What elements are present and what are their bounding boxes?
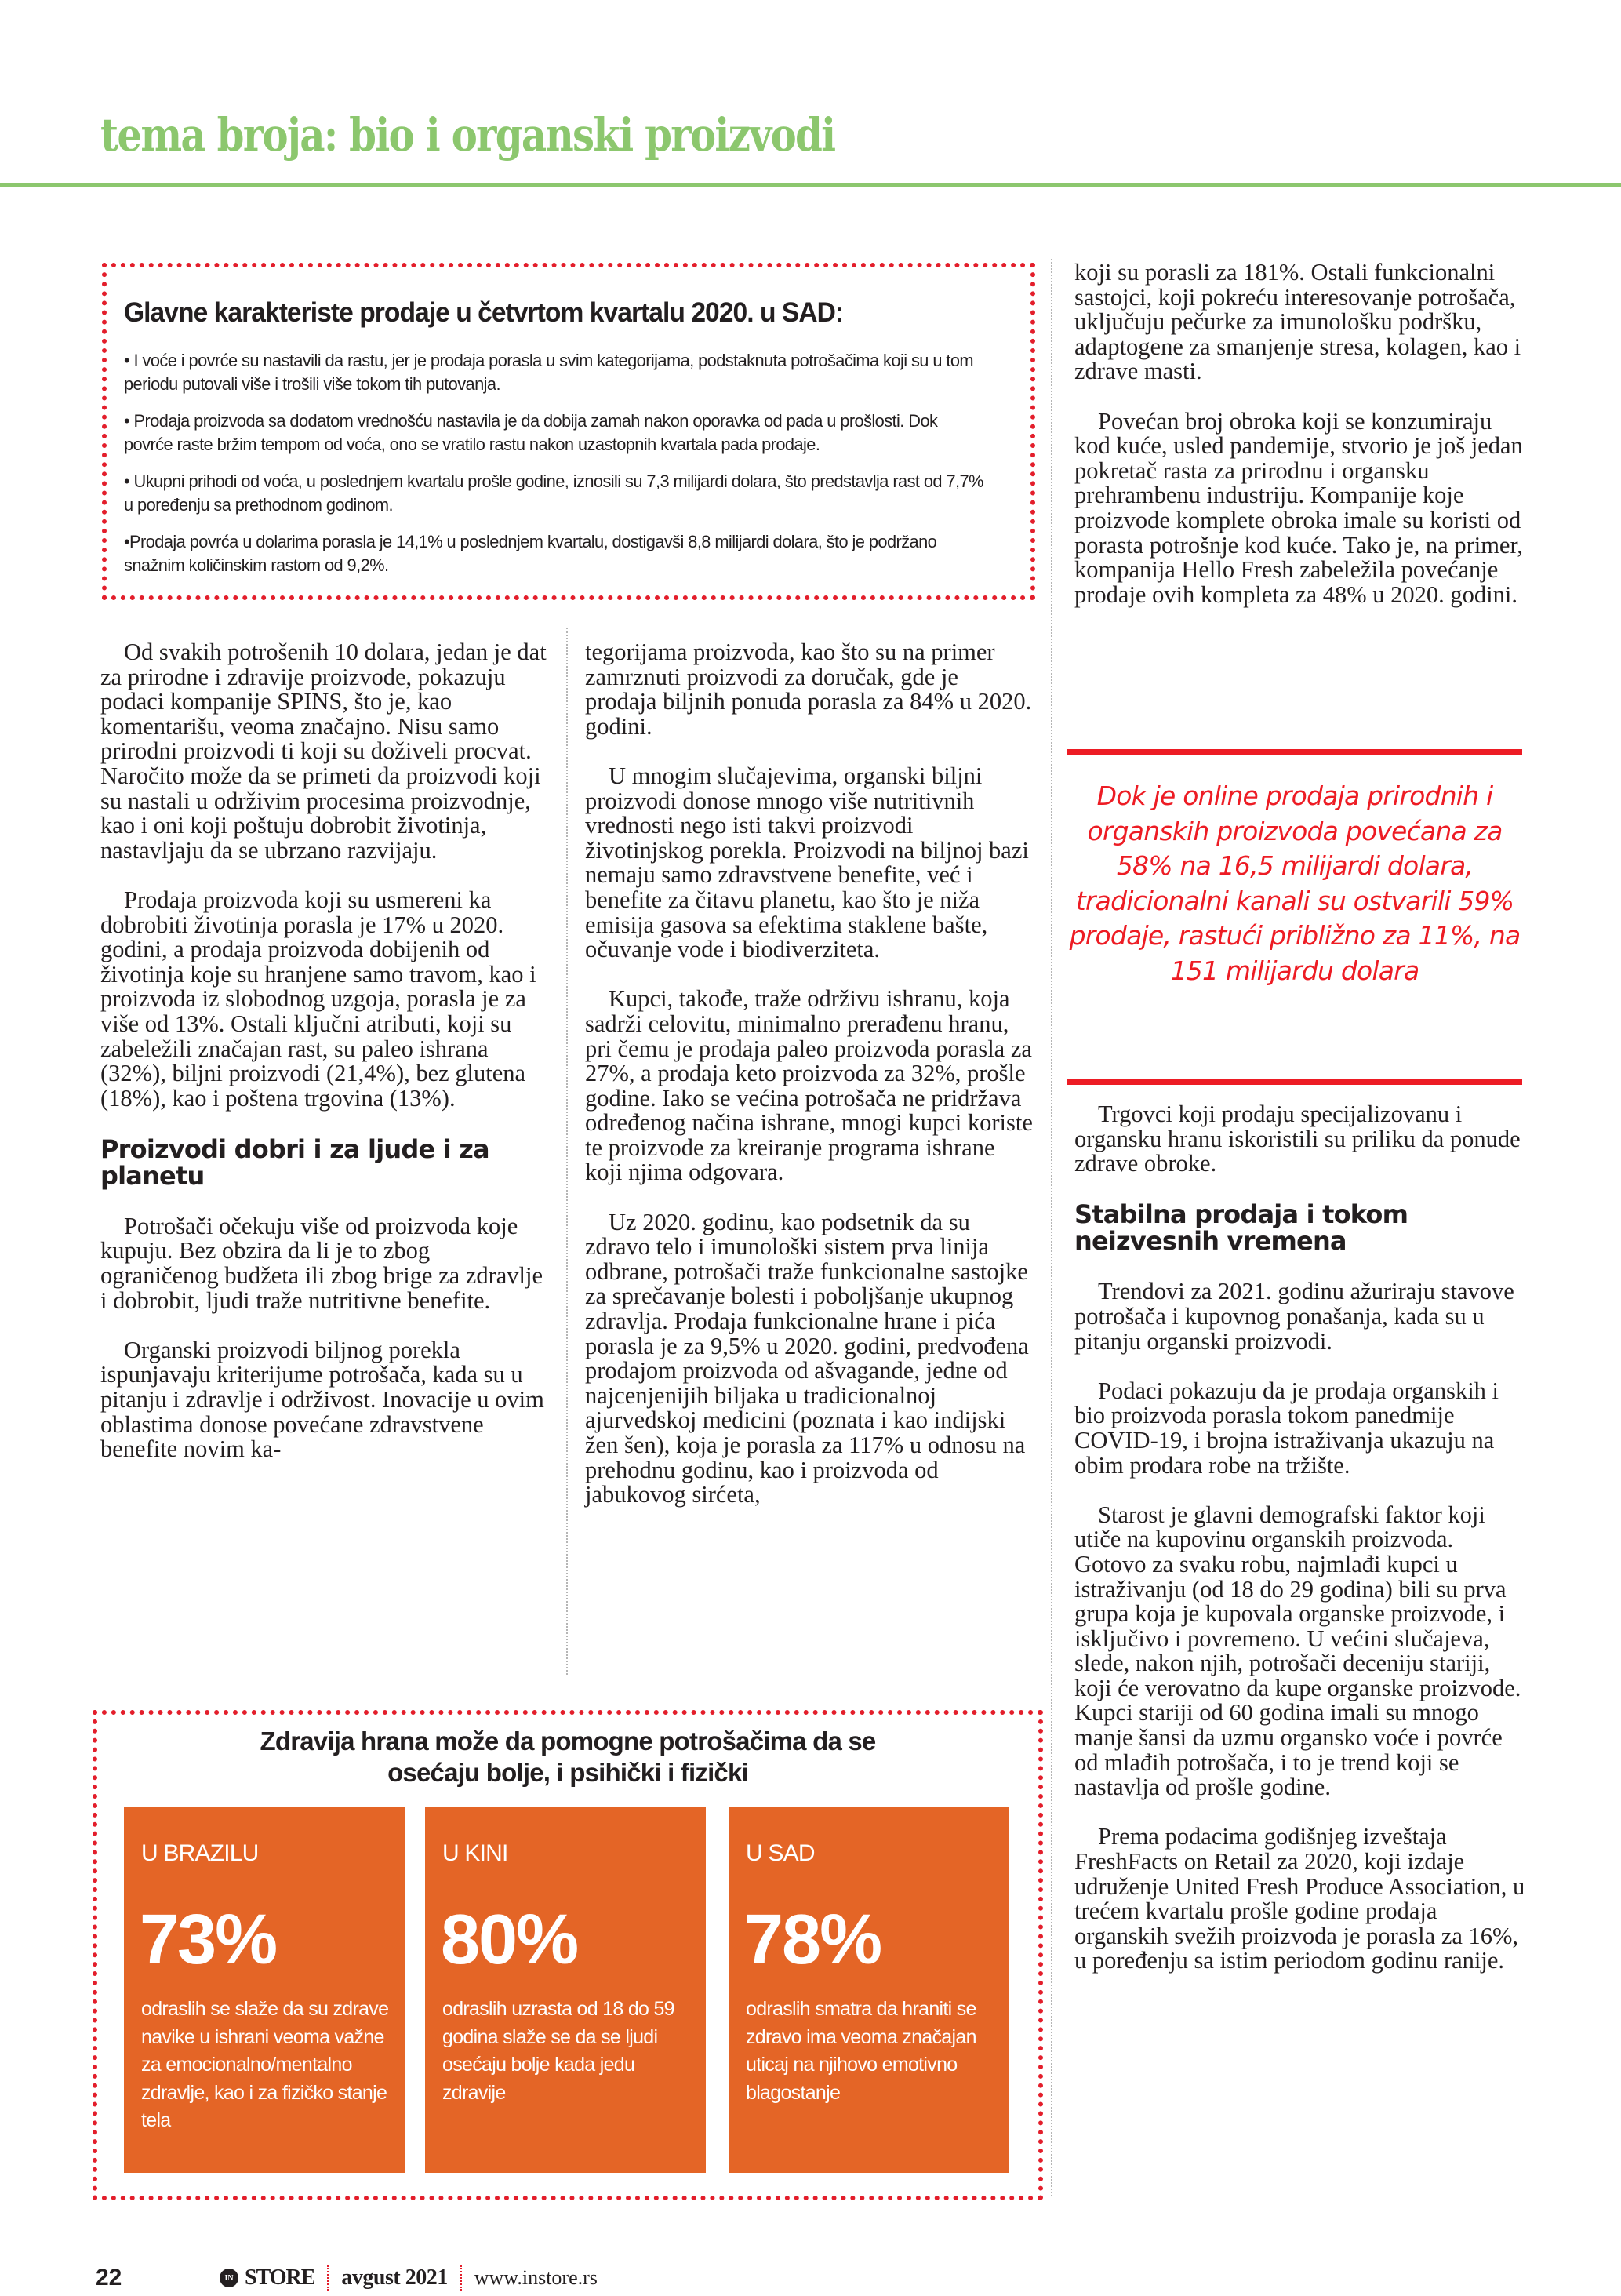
- footer-separator: [327, 2265, 329, 2291]
- paragraph: Organski proizvodi biljnog porekla ispunjavaju kriterijume potrošača, kada su u pitanju i zdravlje i održivost. Inovacije u ovim oblastima donose povećane zdravstvene benefite novim ka-: [100, 1336, 544, 1463]
- panel-description: odraslih smatra da hraniti se zdravo ima veoma značajan uticaj na njihovo emotivno blagostanje: [746, 1998, 976, 2104]
- logo-text: STORE: [245, 2265, 315, 2290]
- facts-item: • Prodaja proizvoda sa dodatom vrednošću nastavila je da dobija zamah nakon oporavka od pada u prošlosti. Dok povrće raste bržim tempom od voća, ono se vratilo rastu nakon uzastopnih kvartala pada prodaje.: [124, 411, 938, 454]
- facts-item: •Prodaja povrća u dolarima porasla je 14,1% u poslednjem kvartalu, dostigavši 8,8 milijardi dolara, što je podržano snažnim količinskim rastom od 9,2%.: [124, 532, 937, 575]
- facts-item: • Ukupni prihodi od voća, u poslednjem kvartalu prošle godine, iznosili su 7,3 milijardi dolara, što predstavlja rast od 7,7% u poređenju sa prethodnom godinom.: [124, 471, 983, 515]
- footer-masthead: [220, 2265, 598, 2291]
- header-rule: [0, 183, 1621, 187]
- stat-panel-brazil: [124, 1807, 405, 2173]
- panel-description: odraslih se slaže da su zdrave navike u ishrani veoma važne za emocionalno/mentalno zdravlje, kao i za fizičko stanje tela: [141, 1998, 389, 2131]
- article-column-right: [1074, 260, 1525, 632]
- pull-quote: Dok je online prodaja prirodnih i organskih proizvoda povećana za 58% na 16,5 milijardi dolara, tradicionalni kanali su ostvarili 59% prodaje, rastući približno za 11%, na 151 milijardu dolara: [1069, 780, 1521, 986]
- subheading: Stabilna prodaja i tokom neizvesnih vremena: [1074, 1199, 1408, 1257]
- paragraph: Uz 2020. godinu, kao podsetnik da su zdravo telo i imunološki sistem prva linija odbrane, potrošači traže funkcionalne sastojke za sprečavanje bolesti i poboljšanje ukupnog zdravlja. Prodaja funkcionalne hrane i pića porasla je za 9,5% u 2020. godini, predvođena prodajom proizvoda od ašvagande, jedne od najcenjenijih biljaka u tradicionalnoj ajurvedskoj medicini (poznata i kao indijski žen šen), koja je porasla za 117% u odnosu na prehodnu godinu, kao i proizvoda od jabukovog sirćeta,: [585, 1208, 1029, 1508]
- panel-country: U BRAZILU: [141, 1840, 259, 1866]
- paragraph-continuation: tegorijama proizvoda, kao što su na primer zamrznuti proizvodi za doručak, gde je prodaja biljnih ponuda porasla za 84% u 2020. godini.: [585, 639, 1032, 740]
- panel-country: U SAD: [746, 1840, 815, 1866]
- section-title: tema broja: bio i organski proizvodi: [100, 108, 835, 162]
- paragraph: Trgovci koji prodaju specijalizovanu i organsku hranu iskoristili su priliku da ponude zdrave obroke.: [1074, 1101, 1521, 1177]
- footer-separator: [460, 2265, 462, 2291]
- paragraph: Prodaja proizvoda koji su usmereni ka dobrobiti životinja porasla je 17% u 2020. godini, a prodaja proizvoda dobijenih od životinja koje su hranjene samo travom, kao i proizvoda iz slobodnog uzgoja, porasla je za više od 13%. Ostali ključni atributi, koji su zabeležili značajan rast, su paleo ishrana (32%), biljni proizvodi (21,4%), bez glutena (18%), kao i poštena trgovina (13%).: [100, 886, 536, 1112]
- pull-quote-rule-bottom: [1067, 1079, 1522, 1085]
- pull-quote-rule-top: [1067, 749, 1522, 755]
- website-link[interactable]: www.instore.rs: [474, 2266, 598, 2289]
- page-number: 22: [96, 2265, 122, 2291]
- subheading: Proizvodi dobri i za ljude i za planetu: [100, 1133, 489, 1191]
- panel-description: odraslih uzrasta od 18 do 59 godina slaže se da se ljudi osećaju bolje kada jedu zdravije: [442, 1998, 674, 2104]
- paragraph: U mnogim slučajevima, organski biljni proizvodi donose mnogo više nutritivnih vrednosti nego isti takvi proizvodi životinjskog porekla. Proizvodi na biljnoj bazi nemaju samo zdravstvene benefite, već i benefite za čitavu planetu, kao što je niža emisija gasova sa efektima staklene bašte, očuvanje vode i biodiverziteta.: [585, 762, 1029, 963]
- panel-percent: 73%: [140, 1901, 277, 1979]
- facts-item: • I voće i povrće su nastavili da rastu, jer je prodaja porasla u svim kategorijama, podstaknuta potrošačima koji su u tom periodu putovali više i trošili više tokom tih putovanja.: [124, 351, 974, 394]
- infographic-title-line: osećaju bolje, i psihički i fizički: [387, 1758, 748, 1787]
- paragraph-continuation: koji su porasli za 181%. Ostali funkcionalni sastojci, koji pokreću interesovanje potrošača, uključuju pečurke za imunološku podršku, adaptogene za smanjenje stresa, kolagen, kao i zdrave masti.: [1074, 259, 1521, 385]
- paragraph: Od svakih potrošenih 10 dolara, jedan je dat za prirodne i zdravije proizvode, pokazuju podaci kompanije SPINS, što je, kao komentarišu, veoma značajno. Nisu samo prirodni proizvodi ti koji su doživeli procvat. Naročito može da se primeti da proizvodi koji su nastali u održivim procesima proizvodnje, kao i oni koji poštuju dobrobit životinja, nastavljaju da se ubrzano razvijaju.: [100, 639, 547, 864]
- facts-box: [102, 263, 1035, 600]
- instore-logo-icon: IN: [220, 2269, 238, 2287]
- paragraph: Podaci pokazuju da je prodaja organskih i bio proizvoda porasla tokom panedmije COVID-19, i brojna istraživanja ukazuju na obim prodara robe na tržište.: [1074, 1377, 1499, 1479]
- article-column-right-lower: [1074, 1102, 1525, 1999]
- paragraph: Starost je glavni demografski faktor koji utiče na kupovinu organskih proizvoda. Gotovo za svaku robu, najmlađi kupci u istraživanju (od 18 do 29 godina) bili su prva grupa koja je kupovala organske proizvode, i isključivo i povremeno. U većini slučajeva, slede, nakon njih, potrošači deceniju stariji, koji će verovatno da kupe organske proizvode. Kupci stariji od 60 godina imali su mnogo manje šansi da uzmu organsko voće i povrće od mlađih potrošača, i to je trend koji se nastavlja od prošle godine.: [1074, 1501, 1521, 1801]
- article-column-left: [100, 640, 551, 1486]
- panel-percent: 80%: [441, 1901, 578, 1979]
- paragraph: Trendovi za 2021. godinu ažuriraju stavove potrošača i kupovnog ponašanja, kada su u pitanju organski proizvodi.: [1074, 1278, 1514, 1355]
- stat-panel-china: [425, 1807, 706, 2173]
- paragraph: Potrošači očekuju više od proizvoda koje kupuju. Bez obzira da li je to zbog ograničenog budžeta ili zbog brige za zdravlje i dobrobit, ljudi traže nutritivne benefite.: [100, 1212, 543, 1314]
- article-column-middle: [585, 640, 1036, 1532]
- infographic-title-line: Zdravija hrana može da pomogne potrošačima da se: [260, 1727, 876, 1756]
- column-separator: [566, 628, 568, 1675]
- paragraph: Prema podacima godišnjeg izveštaja FreshFacts on Retail za 2020, koji izdaje udruženje United Fresh Produce Association, u trećem kvartalu prošle godine prodaja organskih svežih proizvoda je porasla za 16%, u poređenju sa istim periodom godinu ranije.: [1074, 1823, 1525, 1974]
- issue-date: avgust 2021: [341, 2265, 448, 2290]
- stat-panel-usa: [729, 1807, 1009, 2173]
- facts-box-title: Glavne karakteriste prodaje u četvrtom kvartalu 2020. u SAD:: [124, 297, 844, 328]
- panel-percent: 78%: [744, 1901, 881, 1979]
- paragraph: Povećan broj obroka koji se konzumiraju kod kuće, usled pandemije, stvorio je još jedan pokretač rasta za prirodnu i organsku prehrambenu industriju. Kompanije koje proizvode komplete obroka imale su koristi od porasta potrošnje kod kuće. Tako je, na primer, kompanija Hello Fresh zabeležila povećanje prodaje ovih kompleta za 48% u 2020. godini.: [1074, 407, 1524, 608]
- panel-country: U KINI: [442, 1840, 508, 1866]
- column-separator: [1051, 259, 1052, 2196]
- paragraph: Kupci, takođe, traže održivu ishranu, koja sadrži celovitu, minimalno prerađenu hranu, pri čemu je prodaja paleo proizvoda porasla za 27%, a prodaja keto proizvoda za 32%, prošle godine. Iako se većina potrošača ne pridržava određenog načina ishrane, mnogi kupci koriste te proizvode za kreiranje programa ishrane koji njima odgovara.: [585, 985, 1033, 1186]
- infographic-title: [93, 1726, 1043, 1788]
